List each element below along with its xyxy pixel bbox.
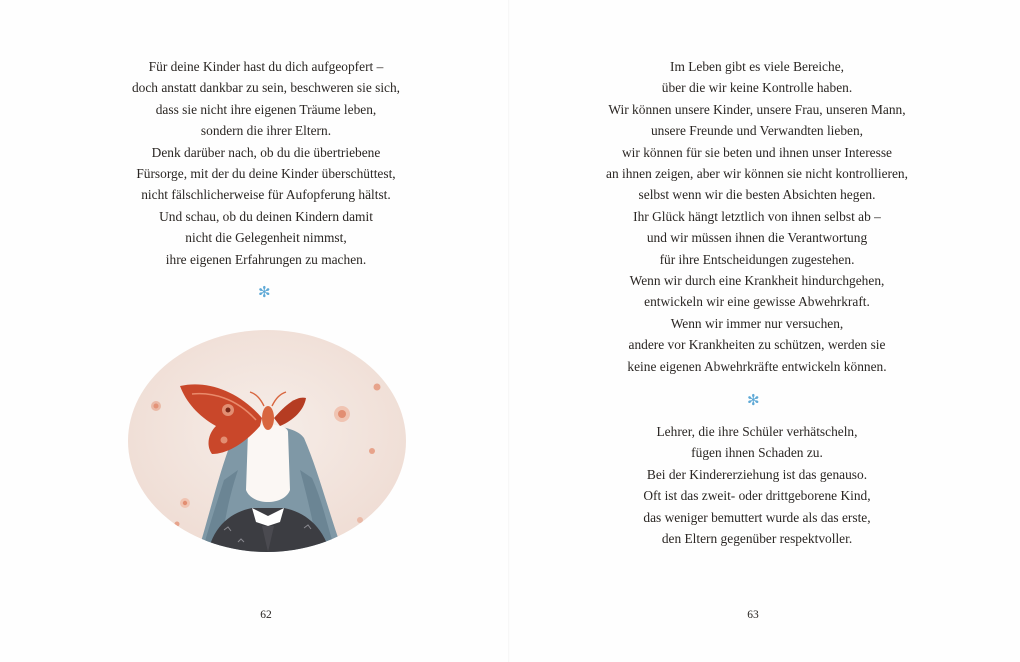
page-number: 62 — [260, 609, 272, 621]
text-line: Für deine Kinder hast du dich aufgeopfert – — [148, 59, 384, 74]
text-line: wir können für sie beten und ihnen unser Interesse — [622, 144, 892, 160]
text-line: doch anstatt dankbar zu sein, beschweren sie sich, — [131, 80, 401, 96]
text-line: an ihnen zeigen, aber wir können sie nicht kontrollieren, — [606, 166, 908, 182]
text-line: selbst wenn wir die besten Absichten hegen. — [638, 187, 876, 203]
text-line: unsere Freunde und Verwandten lieben, — [650, 123, 864, 139]
text-line: keine eigenen Abwehrkräfte entwickeln können. — [627, 358, 887, 374]
text-line: Fürsorge, mit der du deine Kinder überschüttest, — [136, 166, 396, 182]
text-line: Im Leben gibt es viele Bereiche, — [669, 59, 844, 74]
right-page — [510, 0, 1020, 662]
text-line: nicht fälschlicherweise für Aufopferung hältst. — [141, 187, 391, 203]
right-page-text-block-2 — [502, 421, 1012, 549]
page-number: 63 — [747, 609, 759, 621]
text-line: für ihre Entscheidungen zugestehen. — [659, 251, 855, 267]
text-line: Wir können unsere Kinder, unsere Frau, unseren Mann, — [608, 101, 906, 117]
text-line: Wenn wir immer nur versuchen, — [670, 315, 844, 331]
text-line: Oft ist das zweit- oder drittgeborene Kind, — [643, 488, 871, 504]
text-line: Denk darüber nach, ob du die übertriebene — [151, 144, 381, 160]
text-line: und wir müssen ihnen die Verantwortung — [646, 230, 868, 246]
text-line: das weniger bemuttert wurde als das erste, — [643, 509, 871, 525]
text-line: fügen ihnen Schaden zu. — [691, 445, 823, 461]
text-line: Wenn wir durch eine Krankheit hindurchgehen, — [629, 273, 885, 289]
text-line: sondern die ihrer Eltern. — [200, 123, 332, 139]
right-page-text-block-1 — [502, 56, 1012, 377]
left-page-text — [11, 56, 521, 270]
text-line: den Eltern gegenüber respektvoller. — [661, 531, 853, 547]
text-line: Bei der Kindererziehung ist das genauso. — [646, 466, 868, 482]
text-line: andere vor Krankheiten zu schützen, werden sie — [628, 337, 886, 353]
text-line: Lehrer, die ihre Schüler verhätscheln, — [656, 424, 858, 439]
text-line: entwickeln wir eine gewisse Abwehrkraft. — [644, 294, 870, 310]
text-line: Ihr Glück hängt letztlich von ihnen selbst ab – — [633, 208, 881, 224]
moth-girl-illustration — [128, 330, 406, 552]
text-line: über die wir keine Kontrolle haben. — [661, 80, 853, 96]
snowflake-ornament-icon: ✻ — [258, 283, 271, 301]
text-line: ihre eigenen Erfahrungen zu machen. — [165, 251, 367, 267]
text-line: dass sie nicht ihre eigenen Träume leben, — [155, 101, 377, 117]
snowflake-ornament-icon: ✻ — [747, 391, 760, 409]
text-line: nicht die Gelegenheit nimmst, — [185, 230, 347, 246]
text-line: Und schau, ob du deinen Kindern damit — [159, 208, 373, 224]
